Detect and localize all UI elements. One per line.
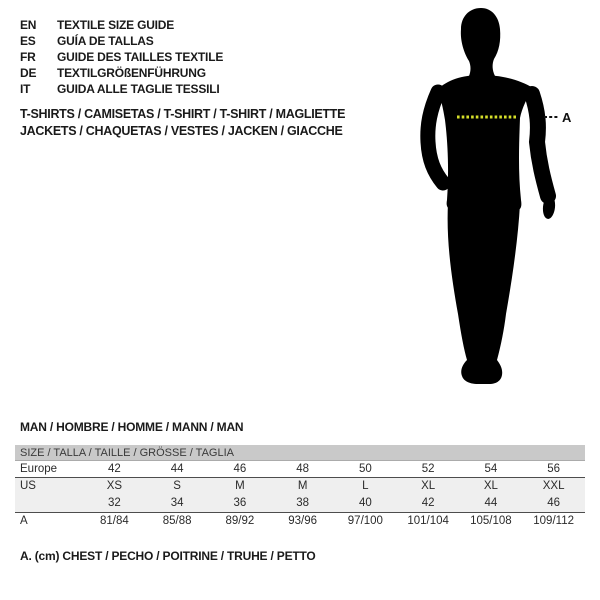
size-cell: 105/108 [470, 515, 512, 527]
table-row-numeric [15, 495, 585, 512]
size-cell: 81/84 [99, 515, 129, 527]
silhouette-torso [437, 75, 533, 214]
size-cell: 34 [170, 497, 184, 509]
language-label: TEXTILGRÖßENFÜHRUNG [57, 66, 206, 80]
table-row-us [15, 478, 585, 495]
footnote-chest-measure: A. (cm) CHEST / PECHO / POITRINE / TRUHE / PETTO [20, 549, 316, 563]
size-cell: 56 [547, 463, 561, 475]
language-row [20, 65, 223, 81]
size-cell: XL [421, 480, 436, 492]
man-silhouette-icon [398, 0, 600, 400]
size-cell: 38 [296, 497, 310, 509]
size-cell: S [173, 480, 181, 492]
language-list [20, 17, 223, 97]
row-label [15, 495, 83, 512]
size-cell: 54 [484, 463, 498, 475]
category-line-tshirts: T-SHIRTS / CAMISETAS / T-SHIRT / T-SHIRT / MAGLIETTE [20, 107, 346, 121]
language-label: GUÍA DE TALLAS [57, 34, 154, 48]
size-cell: 44 [484, 497, 498, 509]
size-cell: 46 [547, 497, 561, 509]
size-cell: XS [106, 480, 123, 492]
measure-label-a: A [562, 110, 572, 125]
size-cell: 44 [170, 463, 184, 475]
language-code: EN [20, 18, 37, 32]
category-line-jackets: JACKETS / CHAQUETAS / VESTES / JACKEN / GIACCHE [20, 124, 343, 138]
size-cell: 109/112 [533, 515, 574, 527]
language-label: GUIDE DES TAILLES TEXTILE [57, 50, 224, 64]
size-cell: 52 [421, 463, 435, 475]
size-cell: XL [483, 480, 498, 492]
size-cell: M [297, 480, 308, 492]
silhouette-left-arm [428, 92, 443, 183]
size-cell: XXL [542, 480, 565, 492]
size-cell: 50 [358, 463, 372, 475]
table-band [15, 478, 585, 513]
row-label: A [20, 515, 28, 527]
size-cell: 42 [107, 463, 121, 475]
size-cell: 46 [233, 463, 247, 475]
size-cell: 93/96 [288, 515, 318, 527]
language-label: TEXTILE SIZE GUIDE [57, 18, 175, 32]
size-cell: 48 [296, 463, 310, 475]
category-list [20, 106, 345, 140]
size-cell: 85/88 [162, 515, 192, 527]
row-label: US [20, 480, 36, 492]
section-title-man: MAN / HOMBRE / HOMME / MANN / MAN [20, 420, 244, 434]
silhouette-right-arm [532, 94, 548, 196]
man-silhouette-figure [398, 0, 600, 400]
language-row [20, 33, 223, 49]
size-cell: 36 [233, 497, 247, 509]
silhouette-legs [448, 203, 520, 384]
size-table [15, 445, 585, 530]
language-label: GUIDA ALLE TAGLIE TESSILI [57, 82, 220, 96]
table-row-europe [15, 461, 585, 478]
language-row [20, 49, 223, 65]
language-code: ES [20, 34, 36, 48]
language-row [20, 17, 223, 33]
size-cell: M [235, 480, 245, 492]
row-label: Europe [20, 463, 58, 475]
silhouette-head [461, 8, 500, 76]
table-header: SIZE / TALLA / TAILLE / GRÖSSE / TAGLIA [15, 445, 585, 461]
language-code: DE [20, 66, 37, 80]
language-code: IT [20, 82, 31, 96]
size-cell: L [362, 480, 369, 492]
size-cell: 89/92 [225, 515, 255, 527]
size-cell: 40 [358, 497, 372, 509]
size-cell: 32 [107, 497, 121, 509]
size-cell: 101/104 [407, 515, 449, 527]
size-cell: 42 [421, 497, 435, 509]
size-cell: 97/100 [347, 515, 383, 527]
table-row-chest-a [15, 513, 585, 530]
language-code: FR [20, 50, 36, 64]
language-row [20, 81, 223, 97]
